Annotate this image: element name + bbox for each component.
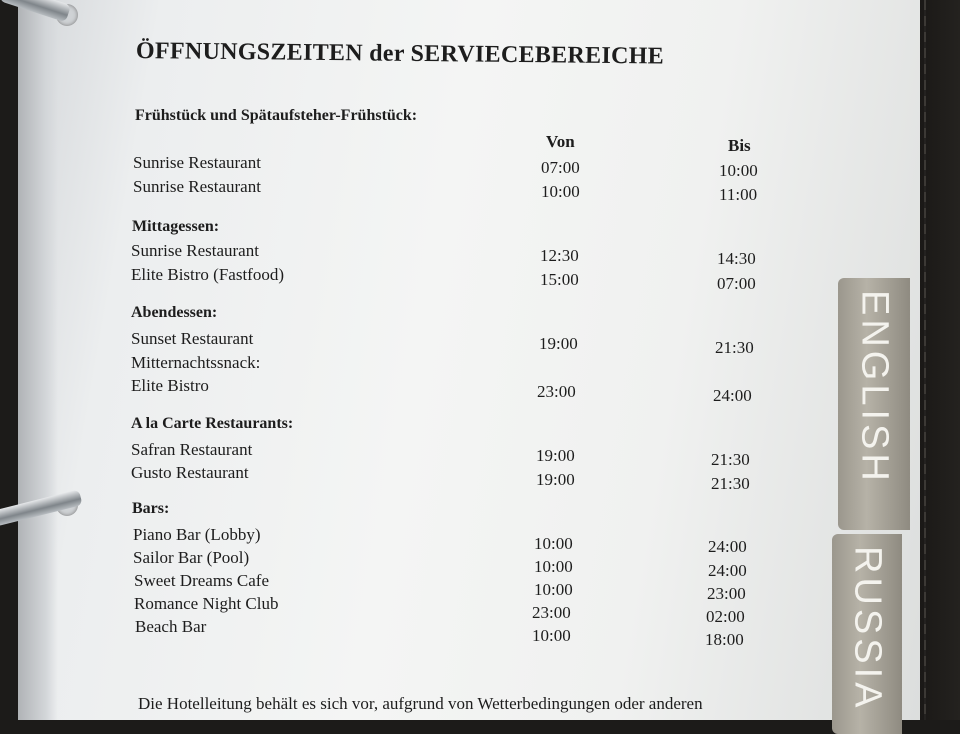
venue-name: Elite Bistro — [131, 376, 209, 395]
time-from: 19:00 — [536, 470, 575, 489]
column-header-to: Bis — [728, 136, 751, 155]
footer-note: Die Hotelleitung behält es sich vor, aufgrund von Wetterbedingungen oder anderen — [138, 694, 703, 713]
time-to: 18:00 — [705, 630, 744, 649]
section-heading-a-la-carte: A la Carte Restaurants: — [131, 415, 294, 432]
time-to: 02:00 — [706, 607, 745, 626]
venue-name: Mitternachtssnack: — [131, 353, 261, 372]
time-to: 14:30 — [717, 249, 756, 268]
time-from: 10:00 — [532, 626, 571, 645]
column-header-from: Von — [546, 132, 575, 151]
section-heading-dinner: Abendessen: — [131, 304, 218, 321]
section-heading-breakfast: Frühstück und Spätaufsteher-Frühstück: — [135, 107, 418, 124]
time-to: 21:30 — [715, 338, 754, 357]
venue-name: Beach Bar — [135, 617, 207, 636]
time-to: 24:00 — [713, 386, 752, 405]
time-to: 21:30 — [711, 474, 750, 493]
time-from: 19:00 — [536, 446, 575, 465]
time-from: 10:00 — [541, 182, 580, 201]
tab-english-label: ENGLISH — [853, 290, 896, 485]
venue-name: Sunrise Restaurant — [133, 153, 261, 172]
venue-name: Sailor Bar (Pool) — [133, 548, 250, 567]
time-to: 10:00 — [719, 161, 758, 180]
time-from: 12:30 — [540, 246, 579, 265]
time-to: 21:30 — [711, 450, 750, 469]
time-from: 19:00 — [539, 334, 578, 353]
venue-name: Romance Night Club — [134, 594, 279, 613]
page-title: ÖFFNUNGSZEITEN der SERVIECEBEREICHE — [135, 38, 665, 70]
venue-name: Safran Restaurant — [131, 440, 253, 459]
section-heading-bars: Bars: — [132, 500, 170, 517]
time-to: 24:00 — [708, 561, 747, 580]
venue-name: Piano Bar (Lobby) — [133, 525, 261, 544]
time-to: 11:00 — [719, 185, 758, 204]
time-from: 10:00 — [534, 534, 573, 553]
time-to: 24:00 — [708, 537, 747, 556]
time-from: 10:00 — [534, 557, 573, 576]
venue-name: Sunset Restaurant — [131, 329, 254, 348]
time-to: 23:00 — [707, 584, 746, 603]
time-from: 07:00 — [541, 158, 580, 177]
tab-russian-label: RUSSIA — [846, 546, 889, 712]
venue-name: Sunrise Restaurant — [131, 241, 259, 260]
venue-name: Elite Bistro (Fastfood) — [131, 265, 284, 284]
time-from: 23:00 — [537, 382, 576, 401]
venue-name: Gusto Restaurant — [131, 463, 249, 482]
time-from: 23:00 — [532, 603, 571, 622]
time-from: 10:00 — [534, 580, 573, 599]
time-to: 07:00 — [717, 274, 756, 293]
time-from: 15:00 — [540, 270, 579, 289]
section-heading-lunch: Mittagessen: — [132, 218, 220, 235]
venue-name: Sweet Dreams Cafe — [134, 571, 270, 590]
venue-name: Sunrise Restaurant — [133, 177, 261, 196]
